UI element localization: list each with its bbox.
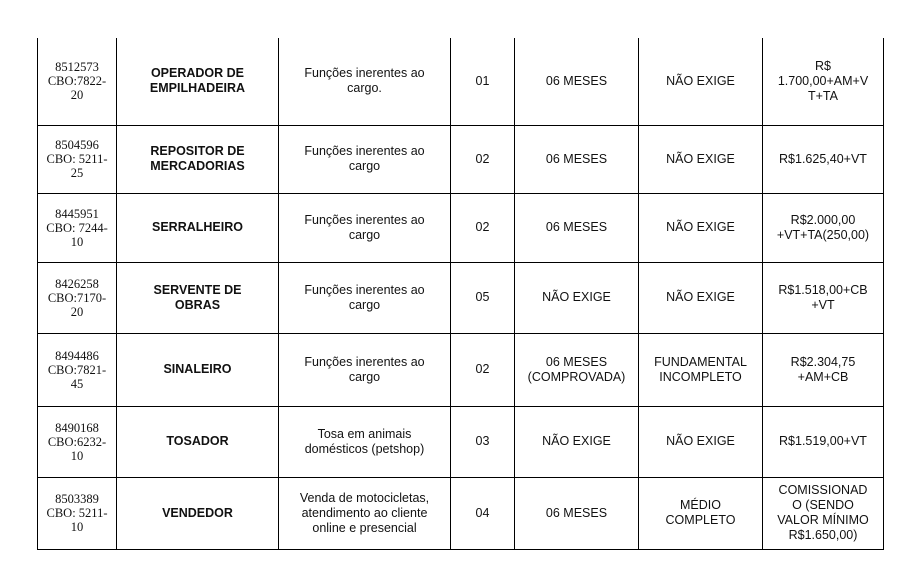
salary-cell: COMISSIONAD O (SENDO VALOR MÍNIMO R$1.650,00) (763, 477, 884, 549)
salary-cell: R$ 1.700,00+AM+V T+TA (763, 38, 884, 125)
vacancies-cell: 01 (451, 38, 515, 125)
education-cell: NÃO EXIGE (639, 38, 763, 125)
table-row (38, 262, 884, 333)
experience-cell: NÃO EXIGE (515, 406, 639, 477)
job-code-cell: 8504596 CBO: 5211- 25 (38, 125, 117, 193)
job-code-cell: 8503389 CBO: 5211- 10 (38, 477, 117, 549)
job-description-cell: Tosa em animais domésticos (petshop) (279, 406, 451, 477)
job-code-cell: 8494486 CBO:7821- 45 (38, 333, 117, 406)
vacancies-cell: 04 (451, 477, 515, 549)
job-code-cell: 8445951 CBO: 7244- 10 (38, 193, 117, 262)
education-cell: FUNDAMENTAL INCOMPLETO (639, 333, 763, 406)
experience-cell: NÃO EXIGE (515, 262, 639, 333)
job-description-cell: Funções inerentes ao cargo (279, 193, 451, 262)
salary-cell: R$1.625,40+VT (763, 125, 884, 193)
job-title-cell: SINALEIRO (117, 333, 279, 406)
vacancies-cell: 02 (451, 333, 515, 406)
job-code-cell: 8512573 CBO:7822- 20 (38, 38, 117, 125)
education-cell: NÃO EXIGE (639, 193, 763, 262)
job-listings-table (37, 38, 884, 550)
education-cell: NÃO EXIGE (639, 262, 763, 333)
job-title-cell: TOSADOR (117, 406, 279, 477)
education-cell: MÉDIO COMPLETO (639, 477, 763, 549)
table-row (38, 406, 884, 477)
job-title-cell: OPERADOR DE EMPILHADEIRA (117, 38, 279, 125)
job-title-cell: REPOSITOR DE MERCADORIAS (117, 125, 279, 193)
job-title-cell: SERVENTE DE OBRAS (117, 262, 279, 333)
education-cell: NÃO EXIGE (639, 125, 763, 193)
salary-cell: R$2.000,00 +VT+TA(250,00) (763, 193, 884, 262)
job-description-cell: Funções inerentes ao cargo (279, 125, 451, 193)
job-description-cell: Funções inerentes ao cargo. (279, 38, 451, 125)
vacancies-cell: 02 (451, 125, 515, 193)
salary-cell: R$1.518,00+CB +VT (763, 262, 884, 333)
job-title-cell: VENDEDOR (117, 477, 279, 549)
job-listings-body (38, 38, 884, 549)
salary-cell: R$1.519,00+VT (763, 406, 884, 477)
job-code-cell: 8426258 CBO:7170- 20 (38, 262, 117, 333)
job-code-cell: 8490168 CBO:6232- 10 (38, 406, 117, 477)
salary-cell: R$2.304,75 +AM+CB (763, 333, 884, 406)
experience-cell: 06 MESES (515, 193, 639, 262)
vacancies-cell: 02 (451, 193, 515, 262)
table-row (38, 38, 884, 125)
vacancies-cell: 05 (451, 262, 515, 333)
table-row (38, 125, 884, 193)
table-row (38, 333, 884, 406)
experience-cell: 06 MESES (515, 125, 639, 193)
experience-cell: 06 MESES (515, 38, 639, 125)
experience-cell: 06 MESES (COMPROVADA) (515, 333, 639, 406)
job-title-cell: SERRALHEIRO (117, 193, 279, 262)
table-row (38, 193, 884, 262)
experience-cell: 06 MESES (515, 477, 639, 549)
table-row (38, 477, 884, 549)
job-description-cell: Funções inerentes ao cargo (279, 333, 451, 406)
vacancies-cell: 03 (451, 406, 515, 477)
education-cell: NÃO EXIGE (639, 406, 763, 477)
job-description-cell: Funções inerentes ao cargo (279, 262, 451, 333)
job-description-cell: Venda de motocicletas, atendimento ao cliente online e presencial (279, 477, 451, 549)
